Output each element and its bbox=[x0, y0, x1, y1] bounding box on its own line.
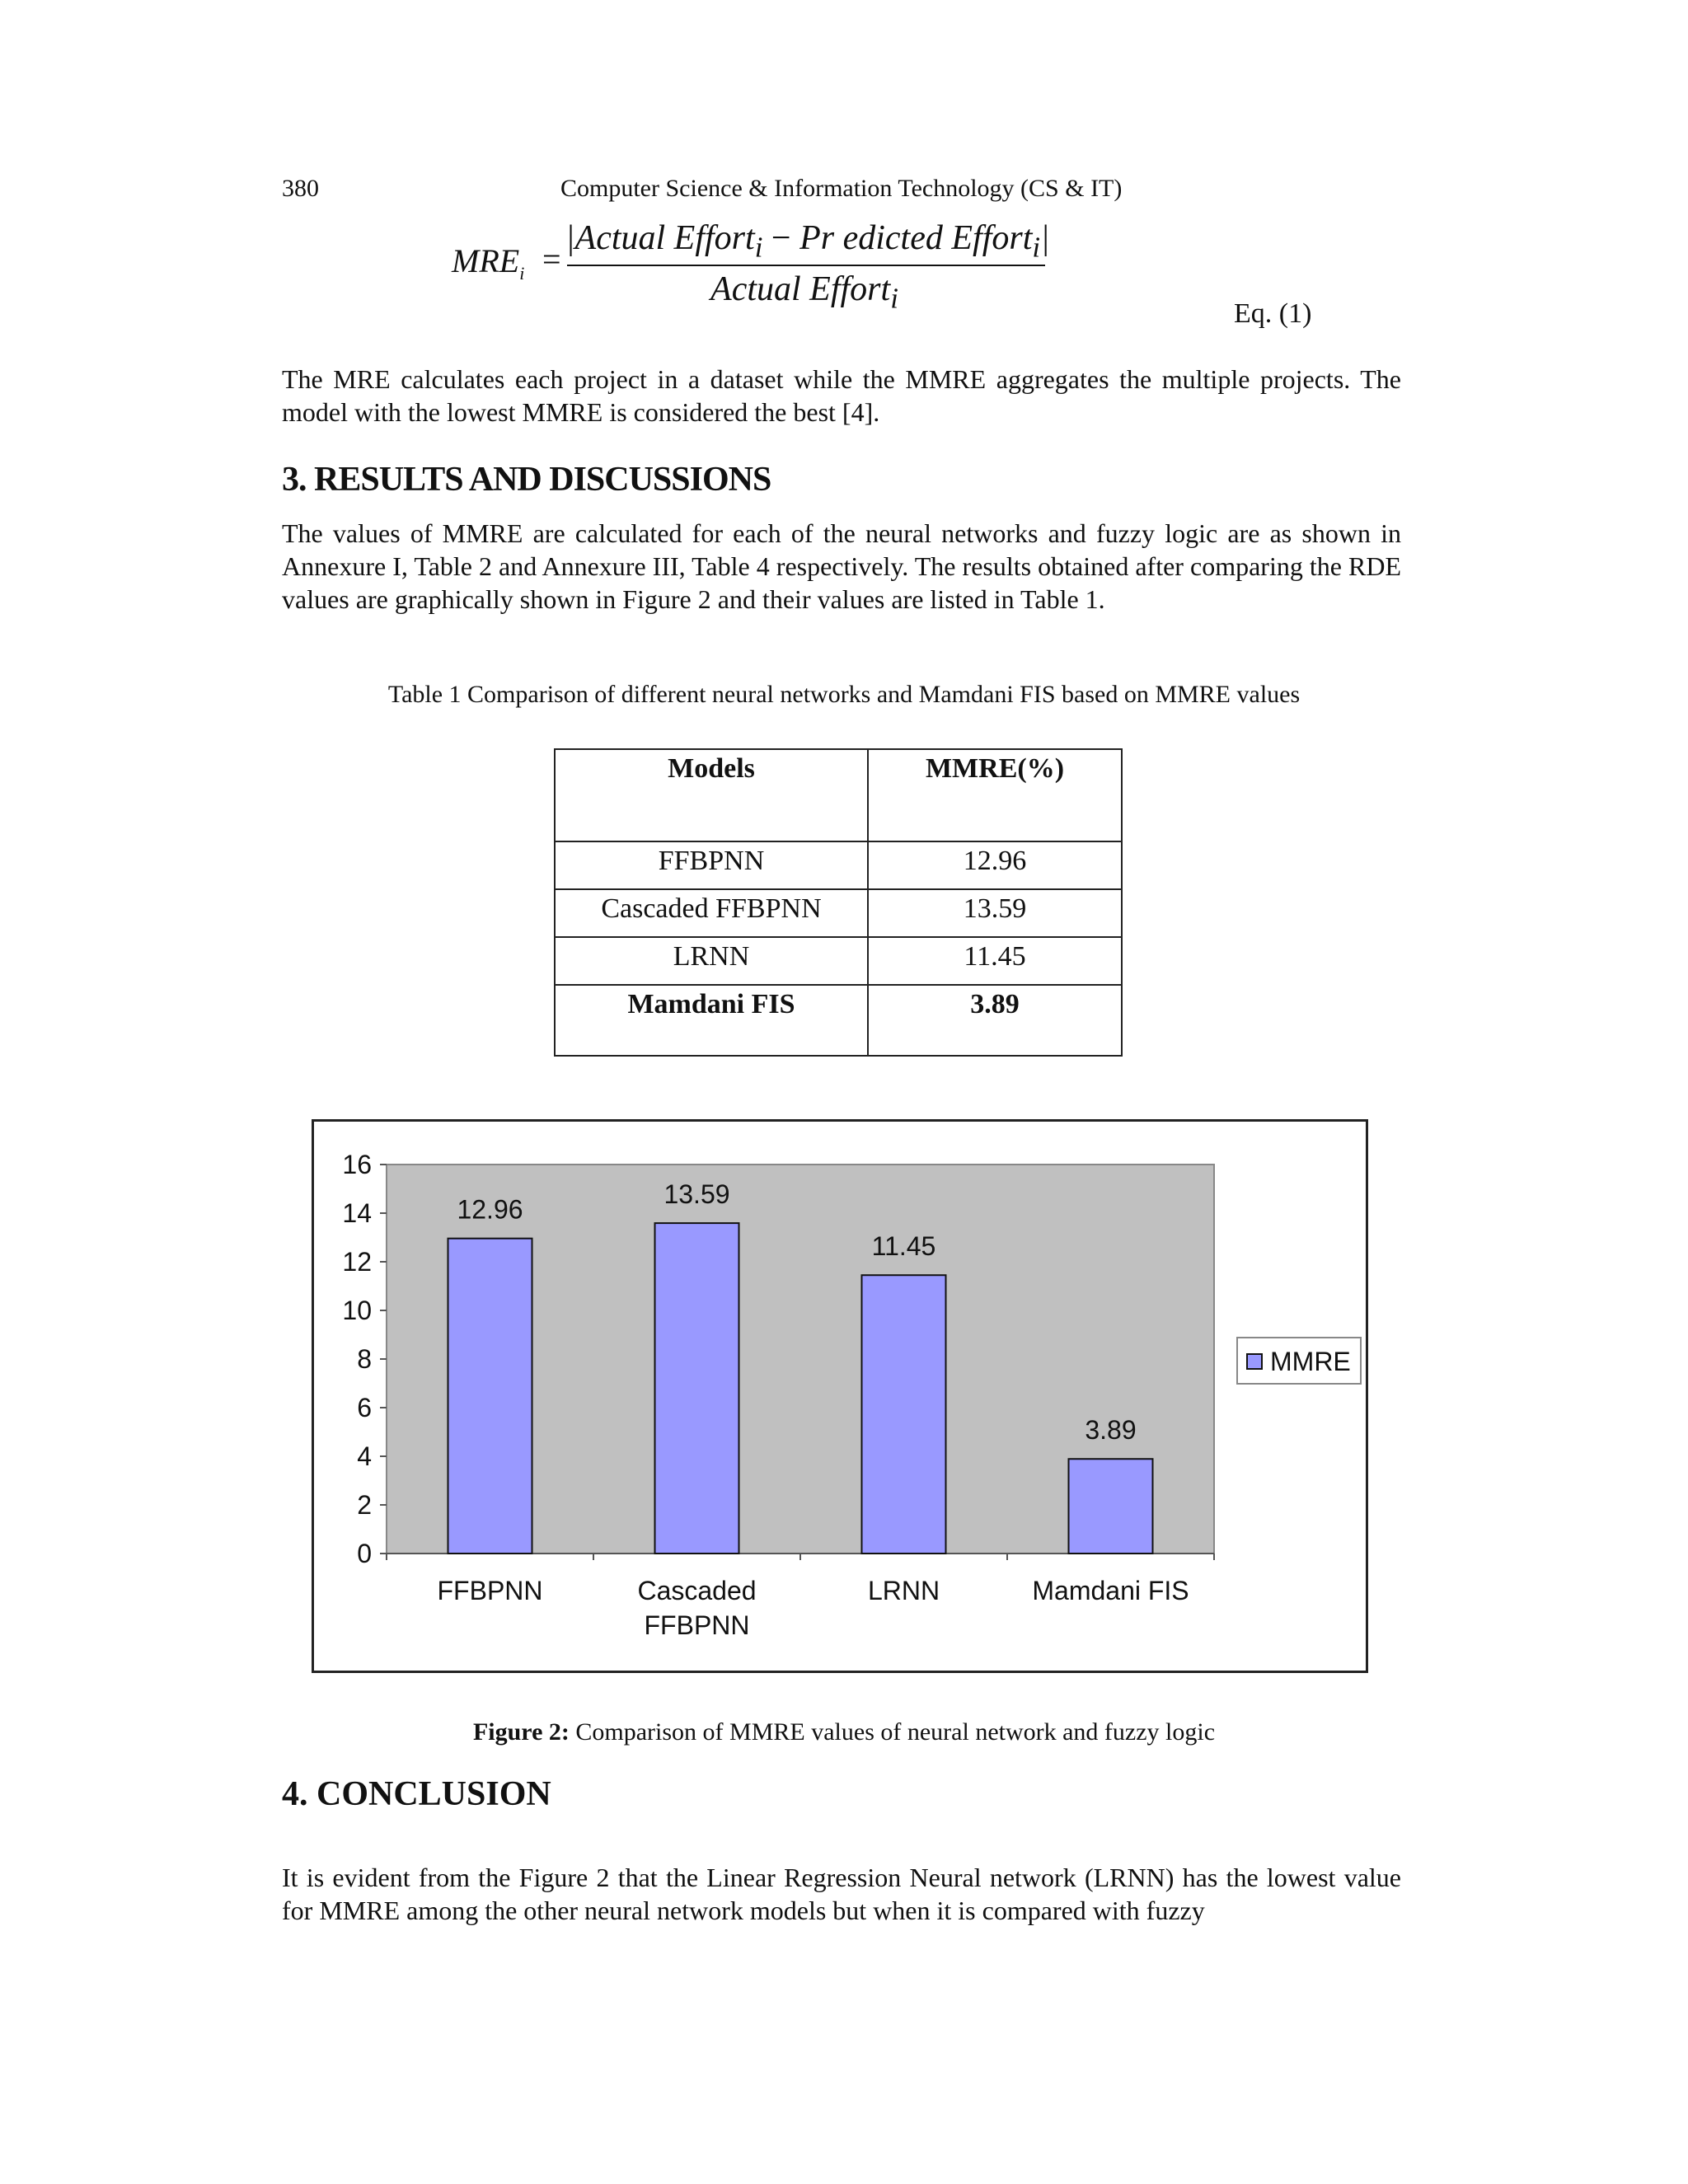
y-tick-label: 14 bbox=[342, 1198, 372, 1228]
equation-denominator: Actual Effort$_i$ bbox=[710, 270, 898, 315]
y-tick-label: 10 bbox=[342, 1296, 372, 1325]
category-label: Cascaded bbox=[637, 1576, 757, 1605]
table-cell-model: Cascaded FFBPNN bbox=[555, 889, 868, 937]
equation-fraction-bar bbox=[567, 265, 1045, 266]
mmre-table bbox=[554, 748, 1123, 1057]
table-row bbox=[555, 985, 1122, 1056]
bar-lrnn bbox=[862, 1275, 946, 1554]
equation-equals: = bbox=[542, 241, 561, 278]
category-label: FFBPNN bbox=[644, 1610, 750, 1640]
y-tick-label: 4 bbox=[357, 1441, 372, 1471]
category-label: LRNN bbox=[867, 1576, 940, 1605]
paragraph-results: The values of MMRE are calculated for each of the neural networks and fuzzy logic are as shown in Annexure I, Table 2 and Annexure III, Table 4 respectively. The results obtained after comparing the RDE values are graphically shown in Figure 2 and their values are listed in Table 1. bbox=[282, 518, 1401, 614]
table-cell-mmre: 13.59 bbox=[868, 889, 1122, 937]
legend-swatch bbox=[1247, 1354, 1262, 1369]
equation-lhs: $MRE_i$ bbox=[452, 242, 525, 284]
section-heading-results: 3. RESULTS AND DISCUSSIONS bbox=[282, 461, 771, 499]
running-header: Computer Science & Information Technology (CS & IT) bbox=[560, 175, 1123, 202]
bar-mamdani-fis bbox=[1069, 1459, 1153, 1554]
table-cell-mmre: 11.45 bbox=[868, 937, 1122, 985]
figure-caption: Figure 2: Comparison of MMRE values of neural network and fuzzy logic bbox=[472, 1718, 1216, 1746]
data-label: 11.45 bbox=[871, 1231, 936, 1262]
y-tick-label: 8 bbox=[357, 1344, 372, 1374]
y-tick-label: 0 bbox=[357, 1539, 372, 1568]
y-tick-label: 16 bbox=[342, 1150, 372, 1179]
page-number: 380 bbox=[282, 175, 319, 202]
table-header-row bbox=[555, 749, 1122, 841]
table-cell-model: LRNN bbox=[555, 937, 868, 985]
table-row bbox=[555, 889, 1122, 937]
table-cell-model: FFBPNN bbox=[555, 841, 868, 889]
y-tick-label: 12 bbox=[342, 1247, 372, 1277]
bar-ffbpnn bbox=[448, 1239, 532, 1554]
table-row bbox=[555, 937, 1122, 985]
section-heading-conclusion: 4. CONCLUSION bbox=[282, 1775, 551, 1813]
equation-numerator: |Actual Effort$_i$ − Pr edicted Effort$_i$| bbox=[565, 219, 1050, 264]
table-cell-mmre: 3.89 bbox=[868, 985, 1122, 1056]
equation-label: Eq. (1) bbox=[1234, 298, 1312, 329]
table-header-mmre: MMRE(%) bbox=[868, 749, 1122, 841]
paragraph-conclusion: It is evident from the Figure 2 that the Linear Regression Neural network (LRNN) has the lowest value for MMRE among the other neural network models but when it is compared with fuzzy bbox=[282, 1863, 1401, 1925]
mmre-bar-chart bbox=[312, 1119, 1368, 1673]
table-cell-mmre: 12.96 bbox=[868, 841, 1122, 889]
table-row bbox=[555, 841, 1122, 889]
table-header-models: Models bbox=[555, 749, 868, 841]
category-label: FFBPNN bbox=[437, 1576, 543, 1605]
y-tick-label: 6 bbox=[357, 1393, 372, 1422]
table-cell-model: Mamdani FIS bbox=[555, 985, 868, 1056]
chart-svg bbox=[314, 1122, 1366, 1671]
legend-label: MMRE bbox=[1270, 1347, 1351, 1376]
data-label: 13.59 bbox=[663, 1179, 730, 1210]
category-label: Mamdani FIS bbox=[1032, 1576, 1189, 1605]
mre-equation bbox=[452, 218, 1050, 326]
table-caption: Table 1 Comparison of different neural networks and Mamdani FIS based on MMRE values bbox=[387, 681, 1301, 708]
data-label: 3.89 bbox=[1085, 1415, 1137, 1446]
y-tick-label: 2 bbox=[357, 1490, 372, 1520]
data-label: 12.96 bbox=[457, 1194, 523, 1225]
paragraph-mre: The MRE calculates each project in a dataset while the MMRE aggregates the multiple projects. The model with the lowest MMRE is considered the best [4]. bbox=[282, 364, 1401, 427]
bar-cascaded-ffbpnn bbox=[655, 1223, 739, 1554]
